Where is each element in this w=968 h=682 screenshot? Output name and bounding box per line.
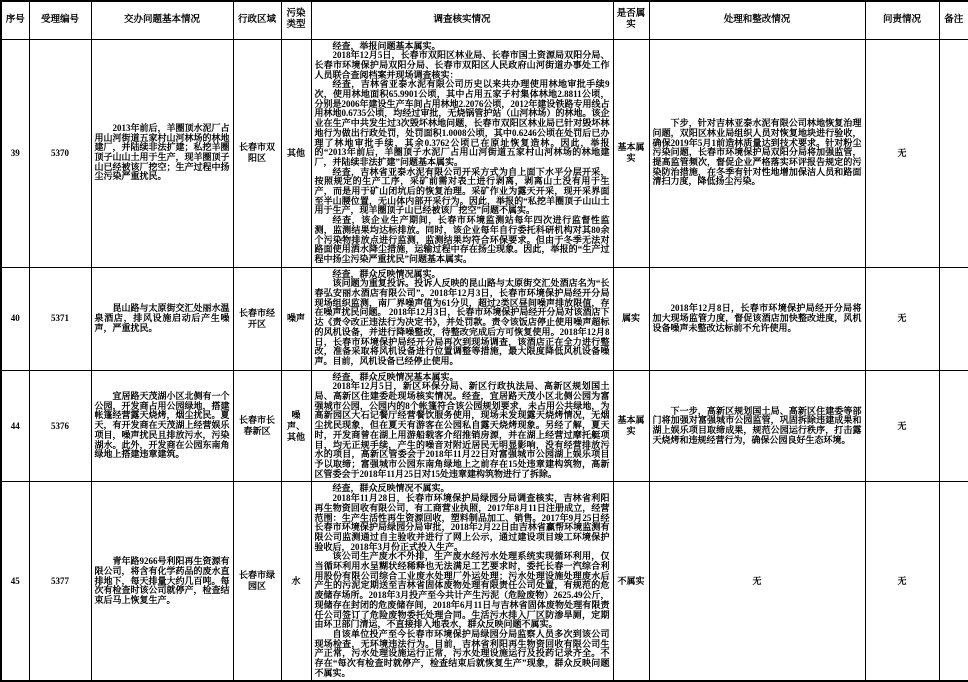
- investigation-cell-paragraph: 经查，吉林省亚泰水泥有限公司开采方式为自上面下水平分层开采，按照规定的生产工序，采矿前需对表土进行剥离，剥离山土没有用于生产，而是用于矿山闭坑后的恢复治理。采矿作业为露天开采，现开采界面至半山腰位置，无山体内部开采行为。因此，举报的“私挖羊圈顶子山山土用于生产，现羊圈顶子山已经被该厂挖空”问题不属实。: [314, 166, 610, 216]
- column-header: 行政区域: [233, 1, 281, 39]
- remark-cell: [939, 267, 968, 370]
- column-header: 序号: [1, 1, 29, 39]
- verified-cell: 基本属实: [613, 39, 649, 267]
- investigation-cell-paragraph: 经查，群众反映情况属实。: [332, 268, 441, 279]
- handling-cell-paragraph: 无: [752, 575, 762, 586]
- investigation-cell-paragraph: 经查，该企业生产期间，长春市环境监测站每年四次进行监督性监测，监测结果均达标排放。同时，该企业每年自行委托科研机构对其80余个污染物排放点进行监测，监测结果均符合环保要求。但由于冬季无法对路面使用洒水降尘措施，运输过程中存在扬尘现象。因此，举报的“生产过程中扬尘污染严重扰民”问题基本属实。: [314, 215, 610, 264]
- handling-cell-paragraph: 2018年12月8日，长春市环境保护局经开分局将加大现场监管力度，督促该酒店加快整改进度，风机设备噪声未整改达标前不允许使用。: [652, 303, 862, 333]
- table-row: [1, 370, 968, 482]
- handling-cell: [649, 370, 865, 482]
- investigation-cell-paragraph: 经查，群众反映情况不属实。: [332, 483, 450, 494]
- problem-cell-paragraph: 2013年前后，羊圈顶水泥厂占用山河街道五家村山河林场的林地建厂，并陆续非法扩建；私挖羊圈顶子山山土用于生产，现羊圈顶子山已经被该厂挖空；生产过程中扬尘污染严重扰民。: [94, 122, 230, 182]
- investigation-cell-paragraph: 经查，举报问题基本属实。: [332, 40, 441, 51]
- verified-cell: 不属实: [613, 482, 649, 682]
- investigation-cell-paragraph: 2018年12月5日，新区环保分局、新区行政执法局、高新区规划国土局、高新区住建委赴现场核实情况。经查，宜居路天茂小区北侧公园为富强城市公园，公园内的8个帐篷符合该公园规划要求，未占用公共绿地，为高新园区大石记餐厅经营餐饮服务使用，现场未发现露天烧烤情况，无烟尘扰民现象，但在夏天有游客在公园私自露天烧烤现象。另经了解，夏天时，开发商曾在湖上用游船载客介绍推销房源，并在湖上经营过摩托艇项目，均无正规手续，产生的噪音对附近居民无明显影响，没有经营排放污水的项目，高新区管委会于2018年11月22日对富强城市公园湖上娱乐项目予以取缔；富强城市公园东南角绿地上之前存在15处违章建构筑物，高新区管委会于2018年11月25日对15处违章建构筑物进行了拆除。: [314, 381, 610, 479]
- investigation-cell-paragraph: 经查，吉林省亚泰水泥有限公司历史以来共办理使用林地审批手续9次，使用林地面积65.9901公顷，其中占用五家子村集体林地2.8811公顷，分别是2006年建设生产车间占用林地2.2076公顷，2012年建设铁路专用线占用林地0.6735公顷，均经过审批，无烧锅管护站（山河林场）的林地。该企业在生产中共发生过3次毁坏林地问题，长春市双阳区林业局已针对毁坏林地行为做出行政处罚，处罚面积1.0008公顷，其中0.6246公顷在处罚后已办理了林地审批手续，其余0.3762公顷已在原址恢复造林。因此，举报的“2013年前后，羊圈顶子水泥厂占用山河街道五家村山河林场的林地建厂，并陆续非法扩建”问题基本属实。: [314, 79, 610, 167]
- case-no-cell: 5371: [29, 267, 91, 370]
- investigation-cell-paragraph: 该公司生产废水不外排，生产废水经污水处理系统实现循环利用，仅当循环利用水呈糊状经稀释也无法满足工艺要求时，委托长春一汽综合利用股份有限公司综合工业废水处理厂外运处理；污水处理设施处理废水后产生的污泥定期送至吉林省固体废物处理有限责任公司处置，有规范的危废储存场所。2018年3月投产至今共计产生污泥（危险废物）2625.49公斤，现储存在封闭的危废储存间，2018年6月11日与吉林省固体废物处理有限责任公司签订了危险废物委托处理合同。生活污水排入厂区防渗旱厕，定期由环卫部门清运，不直接排入地表水，群众反映问题不属实。: [314, 551, 610, 630]
- handling-cell-paragraph: 下步，针对吉林亚泰水泥有限公司林地恢复治理问题，双阳区林业局组织人员对恢复地块进行验收，确保2019年5月1前造林质量达到技术要求。针对粉尘污染问题，长春市环境保护局双阳分局将加强监管，提高监管频次，督促企业严格落实环评报告规定的污染防治措施，在冬季有针对性地增加保洁人员和路面清扫力度，降低扬尘污染。: [652, 118, 862, 187]
- handling-cell: [649, 39, 865, 267]
- investigation-cell-paragraph: 经查，群众反映情况基本属实。: [332, 371, 459, 382]
- column-header: 问责情况: [865, 1, 939, 39]
- column-header: 受理编号: [29, 1, 91, 39]
- case-no-cell: 5376: [29, 370, 91, 482]
- case-no-cell: 5377: [29, 482, 91, 682]
- investigation-cell-paragraph: 该问题为重复投诉。投诉人反映的昆山路与太原街交汇处酒店名为“长春弘安丽水酒店有限公司”。2018年12月3日，长春市环境保护局经开分局现场组织监测，南厂界噪声值为61分贝，超过2类区昼间噪声排放限值，存在噪声扰民问题。 2018年12月3日，长春市环境保护局经开分局对该酒店下达《责令改正违法行为决定书》，并处罚款。责令该饭店停止使用噪声超标的风机设备，并进行降噪整改，待整改完成后方可恢复使用。2018年12月8日，长春市环境保护局经开分局再次到现场调查，该酒店正在全力进行整改，准备采取将风机设备进行位置调整等措施，最大限度降低风机设备噪声。目前，风机设备已经停止使用。: [314, 278, 610, 366]
- problem-cell-paragraph: 青年路9266号利阳再生资源有限公司，将含有化学药品的废水直排地下，每天排量大约几百吨。每次有检查时该公司就停产，检查结束后马上恢复生产。: [94, 556, 230, 605]
- column-header: 交办问题基本情况: [91, 1, 233, 39]
- accountability-cell: 无: [865, 267, 939, 370]
- problem-cell: [91, 370, 233, 482]
- region-cell: 长春市双阳区: [233, 39, 281, 267]
- pollution-type-cell: 噪声: [281, 267, 311, 370]
- investigation-cell: [311, 267, 613, 370]
- problem-cell-paragraph: 宜居路天茂湖小区北侧有一个公园，开发商占用公园绿地，搭建帐篷经营露天烧烤，烟尘扰民。夏天，有开发商在天茂湖上经营娱乐项目，噪声扰民且排放污水，污染湖水。此外，开发商在公园东南角绿地上搭建违章建筑。: [94, 391, 230, 460]
- seq-cell: 39: [1, 39, 29, 267]
- column-header: 是否属实: [613, 1, 649, 39]
- column-header: 污染类型: [281, 1, 311, 39]
- investigation-cell: [311, 482, 613, 682]
- column-header: 调查核实情况: [311, 1, 613, 39]
- problem-cell: [91, 267, 233, 370]
- table-body: [1, 39, 968, 681]
- region-cell: 长春市长春新区: [233, 370, 281, 482]
- remark-cell: [939, 39, 968, 267]
- handling-cell: [649, 267, 865, 370]
- remark-cell: [939, 482, 968, 682]
- seq-cell: 40: [1, 267, 29, 370]
- problem-cell-paragraph: 昆山路与太原街交汇处丽水温泉酒店，排风设施启动后产生噪声，严重扰民。: [94, 303, 230, 333]
- investigation-cell-paragraph: 2018年11月28日，长春市环境保护局绿园分局调查核实，吉林省利阳再生物资回收有限公司，有工商营业执照，2017年8月11日注册成立，经营范围：生产生活性再生资源回收，塑料制品加工、销售。2017年9月25日经长春市环境保护局绿园分局审批，2018年2月22日由吉林省赢帮环境监测有限公司监测通过自主验收并进行了网上公示，通过建设项目竣工环境保护验收后，2018年3月份正式投入生产。: [314, 493, 610, 552]
- header-row: [1, 1, 968, 39]
- problem-cell: [91, 39, 233, 267]
- pollution-type-cell: 噪声、其他: [281, 370, 311, 482]
- accountability-cell: 无: [865, 39, 939, 267]
- pollution-type-cell: 其他: [281, 39, 311, 267]
- verified-cell: 属实: [613, 267, 649, 370]
- case-no-cell: 5370: [29, 39, 91, 267]
- handling-cell: [649, 482, 865, 682]
- investigation-cell: [311, 39, 613, 267]
- pollution-type-cell: 水: [281, 482, 311, 682]
- table-row: [1, 39, 968, 267]
- investigation-cell-paragraph: 自该单位投产至今长春市环境保护局绿园分局监察人员多次到该公司现场检查，无环境违法行为。目前，吉林省利阳再生物资回收有限公司生产正常，污水处理设施运行正常，污水处理设施运行及投药记录齐全。不存在“每次有检查时就停产，检查结束后就恢复生产”现象，群众反映问题不属实。: [314, 628, 610, 678]
- column-header: 处理和整改情况: [649, 1, 865, 39]
- column-header: 备注: [939, 1, 968, 39]
- remark-cell: [939, 370, 968, 482]
- table-row: [1, 267, 968, 370]
- investigation-cell: [311, 370, 613, 482]
- accountability-cell: 无: [865, 370, 939, 482]
- region-cell: 长春市经开区: [233, 267, 281, 370]
- handling-cell-paragraph: 下一步，高新区规划国土局、高新区住建委等部门将加强对富强城市公园监管，巩固拆除违建成果和湖上娱乐项目取缔成果，规范公园运行秩序，打击露天烧烤和违规经营行为，确保公园良好生态环境。: [652, 405, 862, 445]
- problem-cell: [91, 482, 233, 682]
- investigation-cell-paragraph: 2018年12月5日，长春市双阳区林业局、长春市国土资源局双阳分局、长春市环境保护局双阳分局、长春市双阳区人民政府山河街道办事处工作人员联合查阅档案并现场调查核实：: [314, 50, 610, 80]
- seq-cell: 44: [1, 370, 29, 482]
- accountability-cell: 无: [865, 482, 939, 682]
- seq-cell: 45: [1, 482, 29, 682]
- verified-cell: 基本属实: [613, 370, 649, 482]
- table-row: [1, 482, 968, 682]
- region-cell: 长春市绿园区: [233, 482, 281, 682]
